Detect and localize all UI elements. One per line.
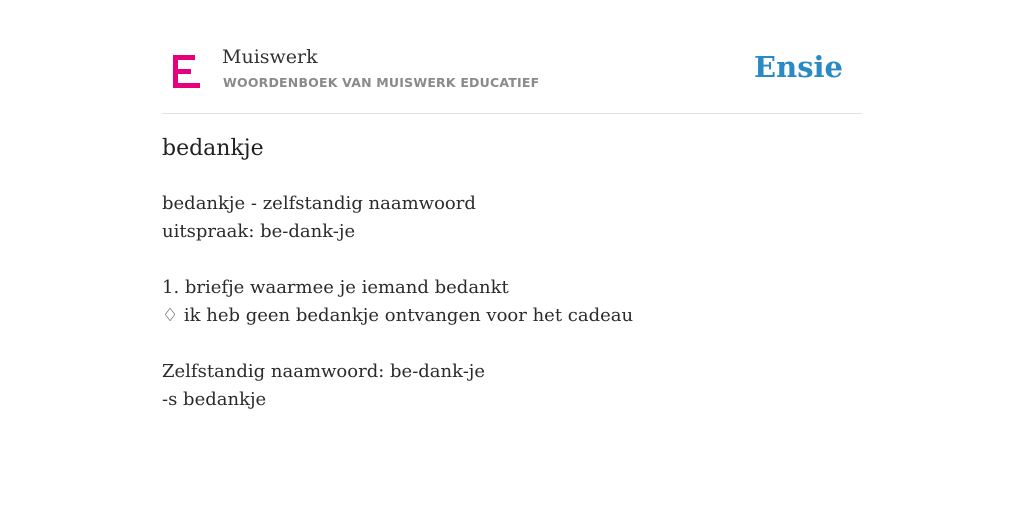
- definition-line: ♢ ik heb geen bedankje ontvangen voor het cadeau: [162, 305, 634, 326]
- muiswerk-logo-icon[interactable]: [173, 55, 201, 88]
- definition-line: [162, 246, 862, 274]
- ensie-brand-logo[interactable]: Ensie: [754, 50, 843, 84]
- definition-line: bedankje - zelfstandig naamwoord: [162, 193, 476, 214]
- definition-line: uitspraak: be-dank-je: [162, 221, 356, 242]
- site-header: [162, 40, 862, 114]
- site-subtitle: WOORDENBOEK VAN MUISWERK EDUCATIEF: [223, 75, 540, 90]
- definition-line: [162, 330, 862, 358]
- definition-body: [162, 190, 862, 414]
- site-name[interactable]: Muiswerk: [222, 46, 318, 68]
- definition-line: 1. briefje waarmee je iemand bedankt: [162, 277, 509, 298]
- definition-line: -s bedankje: [162, 389, 267, 410]
- definition-line: Zelfstandig naamwoord: be-dank-je: [162, 361, 486, 382]
- page-title: bedankje: [162, 136, 264, 161]
